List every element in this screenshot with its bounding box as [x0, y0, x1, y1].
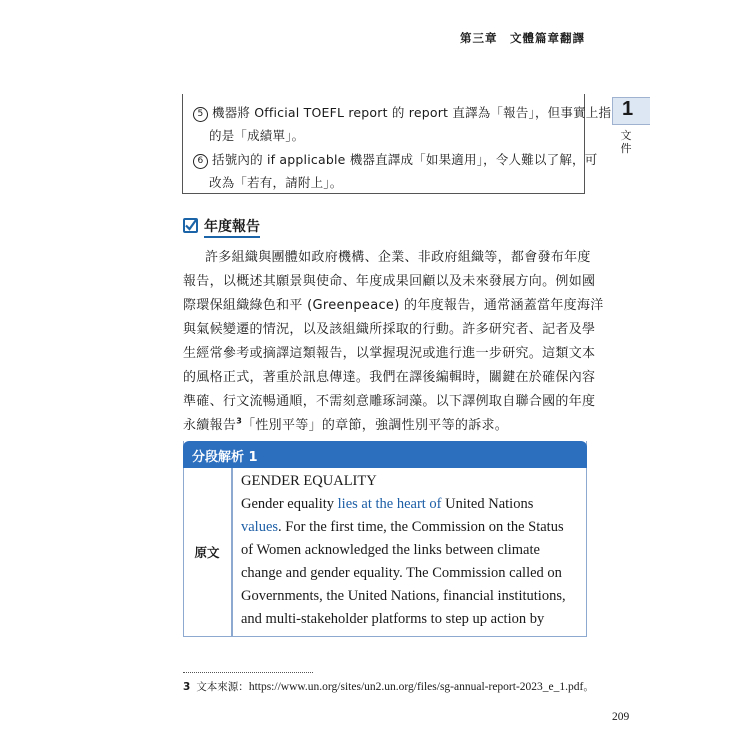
source-text-span: United Nations [441, 496, 534, 512]
panel-header-title: 分段解析 1 [192, 450, 258, 465]
paragraph-line: 生經常參考或摘譯這類報告，以掌握現況或進行進一步研究。這類文本 [183, 346, 596, 361]
footnote-label: 文本來源： [196, 681, 249, 693]
paragraph-line: 報告，以概述其願景與使命、年度成果回顧以及未來發展方向。例如國 [183, 274, 596, 289]
footnote-url: https://www.un.org/sites/un2.un.org/files/sg-annual-report-2023_e_1.pdf [248, 681, 584, 693]
section-title: 年度報告 [204, 219, 260, 235]
note-item-6-line-2: 改為「若有，請附上」。 [209, 175, 343, 190]
note-item-6-line-1: 括號內的 if applicable 機器直譯成「如果適用」，令人難以了解，可 [212, 152, 598, 167]
chapter-label-char-1: 文 [620, 129, 632, 142]
note-item-5 [193, 103, 611, 122]
panel-divider [231, 468, 233, 637]
paragraph-line: 際環保組織綠色和平 (Greenpeace) 的年度報告，通常涵蓋當年度海洋 [183, 298, 604, 313]
panel-header [183, 441, 587, 468]
source-text-label: 原文 [194, 545, 220, 560]
note-item-6 [193, 150, 597, 169]
source-line: and multi-stakeholder platforms to step up action by [241, 611, 545, 627]
footnote [183, 679, 594, 694]
footnote-marker: 3 [236, 416, 243, 426]
source-line [241, 519, 564, 536]
note-item-5-line-1: 機器將 Official TOEFL report 的 report 直譯為「報告」，但事實上指 [212, 105, 612, 120]
paragraph-last-line [183, 414, 587, 433]
note-item-5-line-2: 的是「成績單」。 [209, 128, 305, 143]
checkbox-icon [183, 218, 198, 233]
source-heading: GENDER EQUALITY [241, 473, 377, 489]
paragraph-line: 準確、行文流暢通順，不需刻意雕琢詞藻。以下譯例取自聯合國的年度 [183, 394, 596, 409]
paragraph-text: 「性別平等」的章節，強調性別平等的訴求。 [242, 418, 509, 433]
circled-number-6: 6 [193, 154, 208, 169]
running-head: 第三章 文體篇章翻譯 [460, 31, 585, 45]
source-line: change and gender equality. The Commission called on [241, 565, 562, 581]
footnote-end: 。 [583, 681, 594, 693]
source-line [241, 496, 533, 513]
chapter-label [619, 129, 633, 155]
highlighted-phrase: lies at the heart of [337, 496, 442, 512]
paragraph-line: 許多組織與團體如政府機構、企業、非政府組織等，都會發布年度 [205, 250, 591, 265]
footnote-rule [183, 672, 313, 673]
chapter-tab [612, 97, 650, 125]
highlighted-phrase: values [241, 519, 279, 535]
note-box [182, 94, 612, 194]
section-title-underline [204, 236, 260, 238]
footnote-number: 3 [183, 681, 191, 693]
paragraph-line: 的風格正式，著重於訊息傳達。我們在譯後編輯時，關鍵在於確保內容 [183, 370, 596, 385]
paragraph-text: 永續報告 [183, 418, 237, 433]
paragraph-line: 與氣候變遷的情況，以及該組織所採取的行動。許多研究者、記者及學 [183, 322, 596, 337]
source-line: Governments, the United Nations, financial institutions, [241, 588, 566, 604]
source-line: of Women acknowledged the links between climate [241, 542, 540, 558]
chapter-label-char-2: 件 [620, 142, 632, 155]
source-text-span: Gender equality [241, 496, 338, 512]
source-text-span: . For the first time, the Commission on the Status [278, 519, 564, 535]
analysis-panel [183, 441, 587, 637]
circled-number-5: 5 [193, 107, 208, 122]
page-number: 209 [612, 711, 630, 723]
chapter-number: 1 [622, 98, 634, 120]
